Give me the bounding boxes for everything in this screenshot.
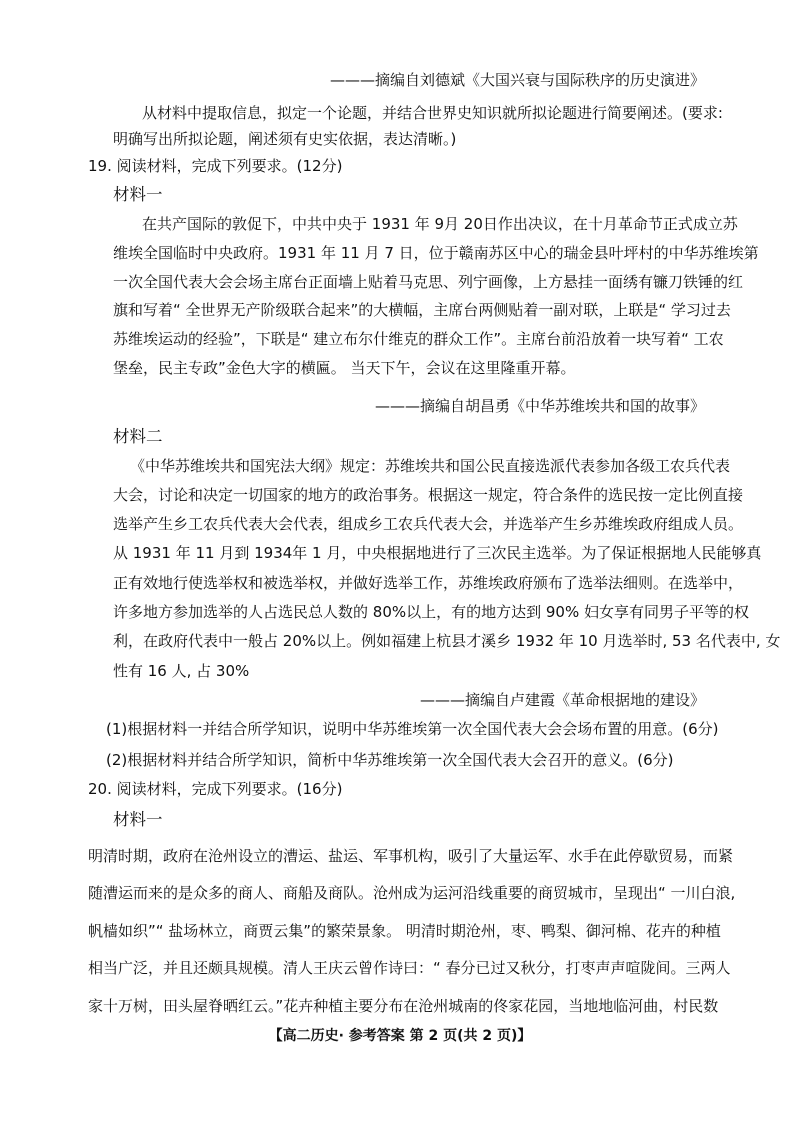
paragraph-line: 从 1931 年 11 月到 1934年 1 月，中央根据地进行了三次民主选举。为了保证根据地人民能够真 bbox=[113, 544, 762, 562]
sub-question-1: (1)根据材料一并结合所学知识，说明中华苏维埃第一次全国代表大会会场布置的用意。(6分) bbox=[106, 720, 719, 738]
material-label: 材料一 bbox=[113, 810, 163, 829]
page-footer: 【高二历史· 参考答案 第 2 页(共 2 页)】 bbox=[268, 1028, 532, 1044]
paragraph-line: 性有 16 人, 占 30% bbox=[113, 662, 250, 680]
paragraph-line: 一次全国代表大会会场主席台正面墙上贴着马克思、列宁画像，上方悬挂一面绣有镰刀铁锤的红 bbox=[113, 273, 744, 291]
paragraph-line: 《中华苏维埃共和国宪法大纲》规定：苏维埃共和国公民直接选派代表参加各级工农兵代表 bbox=[130, 457, 731, 475]
paragraph-line: 许多地方参加选举的人占选民总人数的 80%以上，有的地方达到 90% 妇女享有同男子平等的权 bbox=[113, 603, 749, 621]
question-20-title: 20. 阅读材料，完成下列要求。(16分) bbox=[88, 780, 343, 798]
material-label: 材料二 bbox=[113, 427, 163, 446]
sub-question-2: (2)根据材料并结合所学知识，简析中华苏维埃第一次全国代表大会召开的意义。(6分) bbox=[106, 751, 674, 769]
paragraph-line: 选举产生乡工农兵代表大会代表，组成乡工农兵代表大会，并选举产生乡苏维埃政府组成人员。 bbox=[113, 515, 744, 533]
paragraph-line: 正有效地行使选举权和被选举权，并做好选举工作，苏维埃政府颁布了选举法细则。在选举中， bbox=[113, 574, 744, 592]
paragraph-line: 帆樯如织”“ 盐场林立，商贾云集”的繁荣景象。 明清时期沧州，枣、鸭梨、御河棉、花卉的种植 bbox=[88, 922, 721, 940]
paragraph-line: 维埃全国临时中央政府。1931 年 11 月 7 日，位于赣南苏区中心的瑞金县叶坪村的中华苏维埃第 bbox=[113, 244, 759, 262]
paragraph-line: 堡垒，民主专政”金色大字的横匾。 当天下午，会议在这里隆重开幕。 bbox=[113, 359, 576, 377]
source-citation: ———摘编自卢建霞《革命根据地的建设》 bbox=[419, 691, 705, 709]
paragraph-line: 明清时期，政府在沧州设立的漕运、盐运、军事机构，吸引了大量运军、水手在此停歇贸易，而紧 bbox=[88, 847, 734, 865]
paragraph-line: 相当广泛，并且还颇具规模。清人王庆云曾作诗曰：“ 春分已过又秋分，打枣声声喧陇间。三两人 bbox=[88, 959, 731, 977]
paragraph-line: 随漕运而来的是众多的商人、商船及商队。沧州成为运河沿线重要的商贸城市，呈现出“ 一川白浪, bbox=[88, 884, 736, 902]
task-text: 从材料中提取信息，拟定一个论题，并结合世界史知识就所拟论题进行简要阐述。(要求: bbox=[142, 104, 723, 122]
task-text: 明确写出所拟论题，阐述须有史实依据，表达清晰。) bbox=[113, 130, 457, 148]
material-label: 材料一 bbox=[113, 185, 163, 204]
question-19-title: 19. 阅读材料，完成下列要求。(12分) bbox=[88, 157, 343, 175]
paragraph-line: 利，在政府代表中一般占 20%以上。例如福建上杭县才溪乡 1932 年 10 月选举时, 53 名代表中, 女 bbox=[113, 632, 781, 650]
paragraph-line: 大会，讨论和决定一切国家的地方的政治事务。根据这一规定，符合条件的选民按一定比例直接 bbox=[113, 486, 744, 504]
paragraph-line: 苏维埃运动的经验”，下联是“ 建立布尔什维克的群众工作”。主席台前沿放着一块写着“ 工农 bbox=[113, 330, 724, 348]
paragraph-line: 家十万树，田头屋脊晒红云。”花卉种植主要分布在沧州城南的佟家花园，当地地临河曲，村民数 bbox=[88, 997, 719, 1015]
paragraph-line: 旗和写着“ 全世界无产阶级联合起来”的大横幅，主席台两侧贴着一副对联，上联是“ 学习过去 bbox=[113, 301, 731, 319]
paragraph-line: 在共产国际的敦促下，中共中央于 1931 年 9月 20日作出决议，在十月革命节正式成立苏 bbox=[142, 215, 738, 233]
source-citation: ———摘编自刘德斌《大国兴衰与国际秩序的历史演进》 bbox=[329, 71, 705, 89]
source-citation: ———摘编自胡昌勇《中华苏维埃共和国的故事》 bbox=[374, 397, 705, 415]
